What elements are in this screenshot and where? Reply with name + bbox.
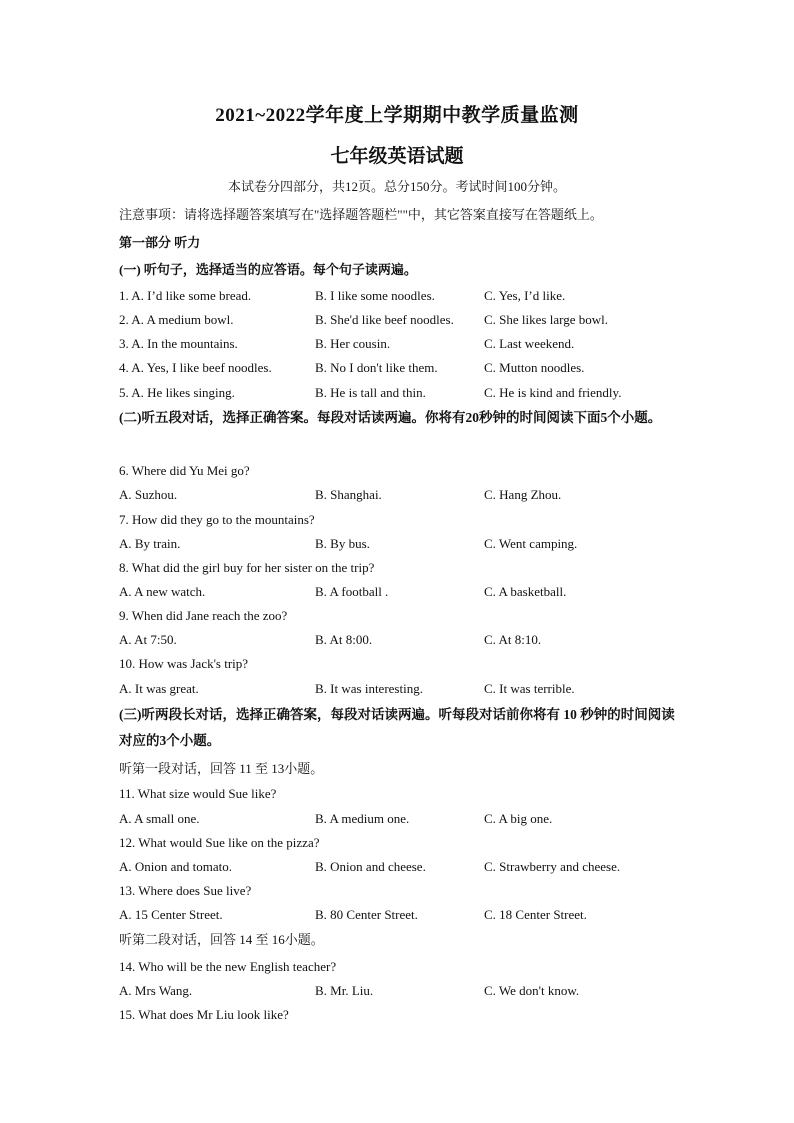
question: 11. What size would Sue like? (119, 786, 277, 801)
option-c: C. A basketball. (484, 584, 567, 599)
option-b: B. Her cousin. (315, 336, 391, 351)
dialog2-instruction: 听第二段对话，回答 14 至 16小题。 (119, 932, 324, 947)
option-c: C. She likes large bowl. (484, 312, 608, 327)
question: 9. When did Jane reach the zoo? (119, 608, 288, 623)
part1-heading: 第一部分 听力 (119, 235, 201, 250)
dialog1-instruction: 听第一段对话，回答 11 至 13小题。 (119, 761, 324, 776)
option-a: A. Suzhou. (119, 487, 178, 502)
exam-info: 本试卷分四部分，共12页。总分150分。考试时间100分钟。 (227, 179, 566, 194)
question: 13. Where does Sue live? (119, 883, 252, 898)
question: 12. What would Sue like on the pizza? (119, 835, 320, 850)
option-b: B. 80 Center Street. (315, 907, 418, 922)
option-a: A. Mrs Wang. (119, 983, 193, 998)
option-a: 3. A. In the mountains. (119, 336, 238, 351)
sec2-heading: (二)听五段对话，选择正确答案。每段对话读两遍。你将有20秒钟的时间阅读下面5个小题。 (119, 410, 662, 425)
option-c: C. Yes, I’d like. (484, 288, 566, 303)
option-b: B. No I don't like them. (315, 360, 438, 375)
sec3-heading: (三)听两段长对话，选择正确答案，每段对话读两遍。听每段对话前你将有 10 秒钟的时间阅读对应的3个小题。 (119, 707, 675, 748)
option-a: A. By train. (119, 536, 181, 551)
option-b: B. I like some noodles. (315, 288, 435, 303)
option-a: A. It was great. (119, 681, 199, 696)
option-b: B. Shanghai. (315, 487, 382, 502)
option-a: A. 15 Center Street. (119, 907, 223, 922)
option-b: B. A medium one. (315, 811, 410, 826)
option-a: 5. A. He likes singing. (119, 385, 235, 400)
option-b: B. Mr. Liu. (315, 983, 374, 998)
question: 7. How did they go to the mountains? (119, 512, 315, 527)
question: 14. Who will be the new English teacher? (119, 959, 337, 974)
option-c: C. A big one. (484, 811, 553, 826)
option-a: A. Onion and tomato. (119, 859, 233, 874)
option-a: A. A small one. (119, 811, 200, 826)
option-a: A. A new watch. (119, 584, 206, 599)
option-c: C. Hang Zhou. (484, 487, 562, 502)
option-a: 1. A. I’d like some bread. (119, 288, 252, 303)
option-b: B. He is tall and thin. (315, 385, 426, 400)
option-b: B. By bus. (315, 536, 370, 551)
option-b: B. At 8:00. (315, 632, 373, 647)
option-a: 4. A. Yes, I like beef noodles. (119, 360, 272, 375)
option-c: C. 18 Center Street. (484, 907, 587, 922)
option-c: C. Strawberry and cheese. (484, 859, 621, 874)
option-c: C. Mutton noodles. (484, 360, 585, 375)
option-b: B. Onion and cheese. (315, 859, 426, 874)
option-b: B. It was interesting. (315, 681, 423, 696)
question: 8. What did the girl buy for her sister on the trip? (119, 560, 375, 575)
option-c: C. Went camping. (484, 536, 578, 551)
exam-title: 2021~2022学年度上学期期中教学质量监测 (215, 105, 579, 126)
exam-notice: 注意事项：请将选择题答案填写在"选择题答题栏""中，其它答案直接写在答题纸上。 (119, 207, 603, 222)
option-c: C. At 8:10. (484, 632, 542, 647)
question: 15. What does Mr Liu look like? (119, 1007, 289, 1022)
option-b: B. A football . (315, 584, 389, 599)
option-c: C. We don't know. (484, 983, 580, 998)
option-a: A. At 7:50. (119, 632, 177, 647)
option-a: 2. A. A medium bowl. (119, 312, 234, 327)
sec1-heading: (一) 听句子，选择适当的应答语。每个句子读两遍。 (119, 262, 417, 277)
option-c: C. It was terrible. (484, 681, 575, 696)
option-b: B. She'd like beef noodles. (315, 312, 454, 327)
question: 10. How was Jack's trip? (119, 656, 249, 671)
question: 6. Where did Yu Mei go? (119, 463, 250, 478)
option-c: C. He is kind and friendly. (484, 385, 622, 400)
exam-subtitle: 七年级英语试题 (330, 146, 464, 167)
option-c: C. Last weekend. (484, 336, 575, 351)
